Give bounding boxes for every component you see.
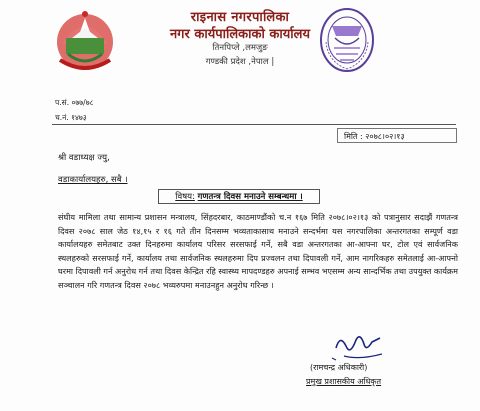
letter-reference-number: प.सं. ०७७/७८: [55, 98, 94, 107]
nepal-emblem-icon: [52, 4, 118, 74]
signatory-title: प्रमुख प्रशासकीय अधिकृत: [306, 377, 382, 386]
signatory-name: (रामचन्द्र अधिकारी): [310, 363, 368, 372]
subject-text: गणतन्त्र दिवस मनाउने सम्बन्धमा ।: [197, 192, 303, 202]
recipient-title: श्री वडाध्यक्ष ज्यु,: [58, 153, 110, 163]
office-name: नगर कार्यपालिकाको कार्यालय: [169, 27, 311, 42]
header-divider: [52, 124, 456, 125]
body-paragraph-continued: तथा दिवस केन्द्रित रहि स्वास्थ्य मापदण्डहरु अपनाई सम्भव भएसम्म अन्य सान्दर्भिक तथा उपयुक्त कार्यक्रम सञ्चालन गरि गणतन्त्र दिवस २०७८ भव्यरुपमा मनाउनहुन अनुरोध गरिन्छ ।: [58, 266, 458, 290]
letter-date: मिति : २०७८।०२।१३: [337, 128, 457, 143]
signature-icon: [330, 330, 390, 364]
municipality-name: राइनास नगरपालिका: [190, 10, 290, 25]
office-location: तिनपिप्ले ,लमजुङ: [212, 43, 268, 53]
subject-box: [158, 189, 320, 204]
province-country: गण्डकी प्रदेश ,नेपाल |: [205, 57, 275, 67]
recipient-address: वडाकार्यालयहरु, सबै ।: [58, 175, 128, 185]
letter-body: [58, 211, 458, 293]
dispatch-number: च.नं. १४७३: [55, 113, 87, 122]
body-paragraph: संघीय मामिला तथा सामान्य प्रशासन मन्त्रालय, सिंहदरबार, काठमाण्डौंको च.न १६७ मिति २०७८।०२।१३ को पत्रानुसार सदाझैं गणतन्त्र दिवस २०७८ साल जेठ १४,१५ र १६ गते तीन दिनसम्म भव्यताकासाथ मनाउने सन्दर्भमा यस नगरपालिका अन्तरगतका सम्पूर्ण वडा कार्यालयहरु समेतबाट उक्त दिनहरुमा कार्यालय परिसर सरसफाई गर्ने, सबै वडा अन्तरगतका आ-आफ्ना घर, टोल एवं सार्वजनिक स्थलहरुको सरसफाई गर्ने, कार्यालय तथा सार्वजनिक स्थलहरुमा दिप प्रज्वलन तथा दिपावली गर्ने, आम नागरिकहरु समेतलाई आ-आफ्नो घरमा दिपावली गर्न अनुरोध गर्न: [58, 212, 458, 277]
subject-label: विषय:: [175, 192, 195, 202]
